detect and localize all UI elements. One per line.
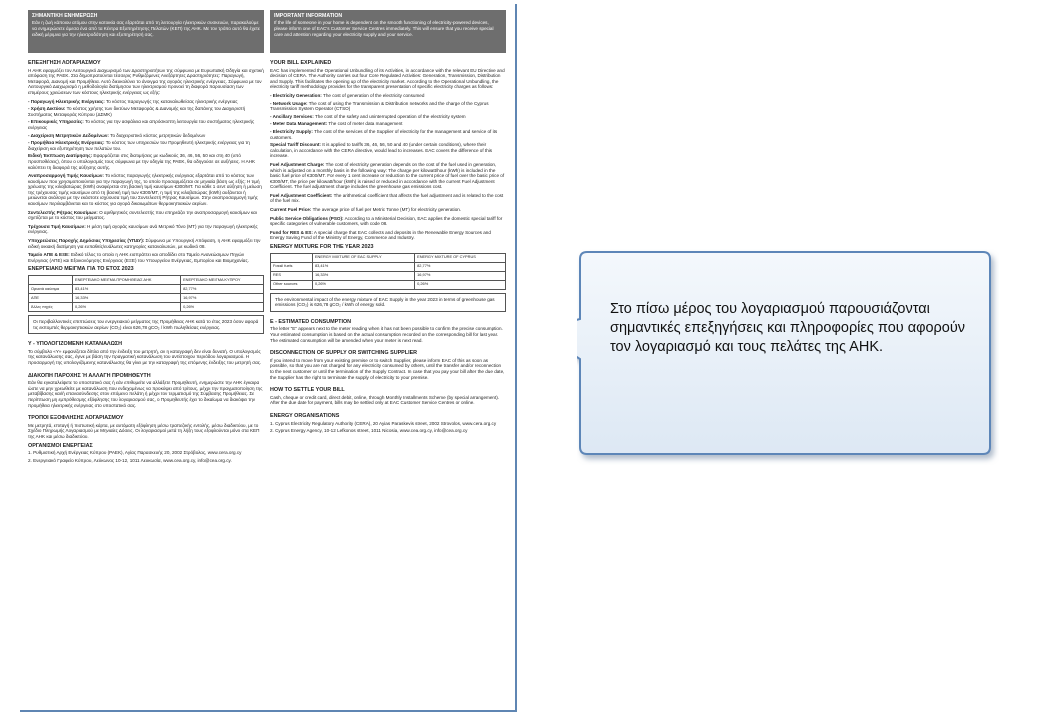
list-item: - Meter Data Management: The cost of meter data management — [270, 121, 403, 127]
explained-intro-en: EAC has implemented the Operational Unbundling of its Activities, in accordance with the relevant EU Directive and decision of CERA. The Authority carries out four Core Regulated Activities: Generation, Transmission, Distribution and Supply. This facilitates the opening up of the electricity market. According to the Operational Unbundling, the electricity tariff methodology provides for the transparent presentation of specific electricity charges as follows: — [270, 67, 505, 90]
list-item: - Επικουρικές Υπηρεσίες: Το κόστος για την ασφάλεια και απρόσκοπτη λειτουργία του συστήματος ηλεκτρικής ενέργειας — [28, 119, 255, 130]
mixture-title-gr: ΕΝΕΡΓΕΙΑΚΟ ΜΕΙΓΜΑ ΓΙΑ ΤΟ ΕΤΟΣ 2023 — [28, 266, 134, 273]
explained-intro-gr: Η ΑΗΚ εφαρμόζει τον Λειτουργικό Διαχωρισμό των Δραστηριοτήτων της σύμφωνα με Ευρωπαϊκή Οδηγία και σχετική απόφαση της ΡΑΕΚ. Στα δημοπρατούνται τέσσερις Ρυθμιζόμενες Ανεξάρτητες Δραστηριότητες: Παραγωγή, Μεταφορά, Διανομή και Προμήθεια. Αυτό διευκολύνει το άνοιγμα της αγοράς ηλεκτρικής ενέργειας. Σύμφωνα με τον Λειτουργικό Διαχωρισμό η μεθοδολογία διατίμησου των ηλεκτρισμού προνοεί τη διαφορά παρουσίαση των επιμέρους χρεώσεων των κόστους ηλεκτρικής ενέργειας ως εξής: — [28, 67, 264, 95]
list-item: - Ancillary Services: The cost of the safety and uninterrupted operation of the electricity system — [270, 113, 466, 119]
mixture-table-en — [270, 253, 506, 290]
paragraph: Fuel Adjustment Coefficient: The arithmetical coefficient that affects the fuel adjustment and is related to the cost of the fuel mix. — [270, 192, 504, 204]
explained-section-gr — [28, 60, 264, 151]
table-row: ΑΠΕ 16,33% 16,97% — [29, 294, 264, 303]
important-title-gr: ΣΗΜΑΝΤΙΚΗ ΕΝΗΜΕΡΩΣΗ — [32, 13, 98, 19]
section-en: E - ESTIMATED CONSUMPTION The letter "E" appears next to the meter reading when it has not been possible to confirm the precise consumption. Your estimated consumption is based on the actual consumption recorded on the corresponding bill for last year. The estimated consumption will be amended when your meter is next read. — [270, 318, 503, 343]
english-column — [270, 10, 506, 436]
paragraph: Τρέχουσα Τιμή Καυσίμων: Η μέση τιμή αγοράς καυσίμων ανά Μετρικό Τόνο (ΜΤ) για την παραγωγή ηλεκτρικής ενέργειας. — [28, 223, 258, 235]
mixture-note-en: The environmental impact of the energy mixture of EAC Supply in the year 2023 in terms of greenhouse gas emissions (CO₂) is 626,78 gCO₂ / kWh of energy sold. — [270, 293, 506, 312]
section-gr: Y - ΥΠΟΛΟΓΙΖΟΜΕΝΗ ΚΑΤΑΝΑΛΩΣΗ Το σύμβολο «Υ» εμφανίζεται δίπλα από την ένδειξη του μετρητή, αν η καταγραφή δεν είναι δυνατή. Ο υπολογισμός της κατανάλωσης σας, έγινε με βάση την πραγματική κατανάλωση του αντίστοιχου περιόδου λογαριασμού. Η προσαρμογή της υπολογιζόμενης κατανάλωσης θα γίνει με την καταγραφή της επόμενης ένδειξης του μετρητή σας. — [28, 341, 262, 365]
list-item: 1. Ρυθμιστική Αρχή Ενέργειας Κύπρου (ΡΑΕΚ), Αγίας Παρασκευής 20, 2002 Στρόβολος, www.cera.org.cy — [28, 450, 242, 456]
paragraph: Public Service Obligations (PSO): According to a Ministerial Decision, EAC applies the domestic special tariff for specific categories of vulnerable customers, with code 08. — [270, 215, 503, 227]
paragraph: Ταμείο ΑΠΕ & ΕΞΕ: Ειδικό τέλος το οποίο η ΑΗΚ εισπράττει και αποδίδει στο Ταμείο Ανανεώσιμων Πηγών Ενέργειας (ΑΠΕ) και Εξοικονόμησης Ενέργειας (ΕΞΕ) του Υπουργείου Ενέργειας, Εμπορίου και Βιομηχανίας. — [28, 252, 249, 263]
list-item: 1. Cyprus Electricity Regulatory Authority (CERA), 20 Ayias Paraskevis street, 2002 Strovolos, www.cera.org.cy — [270, 420, 497, 426]
callout-bubble — [577, 249, 999, 465]
table-row: Ορυκτά καύσιμα 83,41% 82,77% — [29, 285, 264, 294]
explained-title-gr: ΕΠΕΞΗΓΗΣΗ ΛΟΓΑΡΙΑΣΜΟΥ — [28, 60, 101, 66]
important-box-gr — [28, 10, 264, 53]
paragraph: Special Tariff Discount: It is applied to tariffs 36, 46, 56, 50 and 40 (under certain conditions), where their calculation, in accordance with the CERA directive, would lead to increases. EAC covers the difference of this increase. — [270, 142, 493, 159]
list-item: - Χρήση Δικτύου: Το κόστος χρήσης των δικτύων Μεταφοράς & Διανομής και της δαπάνης του Διαχειριστή Συστήματος Μεταφοράς Κύπρου (ΔΣΜΚ) — [28, 106, 246, 117]
list-item: - Διαχείριση Μετρητικών Δεδομένων: Το διαχειριστικό κόστος μετρητικών δεδομένων — [28, 132, 206, 138]
important-text-en: If the life of someone in your home is dependent on the smooth functioning of electricity-powered devices, please inform one of EAC's Customer Service Centres immediately. This will ensure that you receive special care and attention regarding your electricity supply and your service. — [274, 20, 494, 37]
important-text-gr: Εάν η ζωή κάποιου ατόμου στην κατοικία σας εξαρτάται από τη λειτουργία ηλεκτρικών συσκευών, παρακαλούμε να ενημερώσετε άμεσα ένα από τα Κέντρα Εξυπηρέτησης Πελατών (ΚΕΠ) της ΑΗΚ. Με τον τρόπο αυτό θα έχετε ειδική μέριμνα για την ηλεκτροδότηση και εξυπηρέτησή σας. — [32, 20, 260, 37]
paragraph: Συντελεστής Ρήτρας Καυσίμων: Ο αριθμητικός συντελεστής που επηρεάζει την αναπροσαρμογή καυσίμων και σχετίζεται με το κόστος του μείγματος. — [28, 209, 257, 221]
section-gr: ΤΡΟΠΟΙ ΕΞΟΦΛΗΣΗΣ ΛΟΓΑΡΙΑΣΜΟΥ Με μετρητά, επιταγή ή πιστωτική κάρτα, με αυτόματη εξόφληση μέσω τραπεζικής εντολής, μέσω διαδικτύου, με το Σχέδιο Πληρωμής Λογαριασμού με Μηνιαίες Δόσεις. Οι λογαριασμοί μετά τη λήξη τους εξοφλούνται μόνο στα ΚΕΠ της ΑΗΚ και μέσω διαδικτύου. — [28, 415, 260, 439]
list-item: - Electricity Generation: The cost of generation of the electricity consumed — [270, 92, 425, 98]
section-en: HOW TO SETTLE YOUR BILL Cash, cheque or credit card, direct debit, online, through Monthly Installments Scheme (by special arrangement). After the due date for payment, bills may be settled only at EAC Customer Service Centres or online. — [270, 387, 500, 406]
greek-column — [28, 10, 264, 465]
list-item: 2. Cyprus Energy Agency, 10-12 Lefkonos street, 1011 Nicosia, www.cea.org.cy, info@cea.org.cy — [270, 428, 468, 434]
callout-text: Στο πίσω μέρος του λογαριασμού παρουσιάζονται σημαντικές επεξηγήσεις και πληροφορίες που αφορούν τον λογαριασμό και τους πελάτες της ΑΗΚ. — [610, 301, 966, 355]
organisations-en: ENERGY ORGANISATIONS 1. Cyprus Electricity Regulatory Authority (CERA), 20 Ayias Paraskevis street, 2002 Strovolos, www.cera.org.cy 2. Cyprus Energy Agency, 10-12 Lefkonos street, 1011 Nicosia, www.cea.org.cy, info@cea.org.cy — [270, 413, 506, 434]
paragraph: Current Fuel Price: The average price of fuel per Metric Tonne (MT) for electricity generation. — [270, 207, 462, 213]
important-title-en: IMPORTANT INFORMATION — [274, 13, 343, 19]
mixture-note-gr: Οι περιβαλλοντικές επιπτώσεις του ενεργειακού μείγματος της Προμήθειας ΑΗΚ κατά το έτος 2023 όσον αφορά τις εκπομπές θερμοκηπιακών αερίων (CO₂) είναι 626,78 gCO₂ / kWh πωληθείσας ενέργειας. — [28, 315, 264, 334]
explained-section-en — [270, 60, 506, 140]
table-row: RES 16,33% 16,97% — [271, 271, 506, 280]
section-gr: ΔΙΑΚΟΠΗ ΠΑΡΟΧΗΣ Ή ΑΛΛΑΓΗ ΠΡΟΜΗΘΕΥΤΗ Εάν θα εγκαταλείψετε το υποστατικό σας ή εάν επιθυμείτε να αλλάξετε Προμηθευτή, ενημερώστε την ΑΗΚ έγκαιρα ώστε να μην χρεωθείτε με κατανάλωση που ενδεχομένως να προκύψει από τρίτους, μέχρι την πραγματοποίηση της μεταβίβασης και/ή επανασύνδεσης στον επόμενο πελάτη ή μέχρι τον τερματισμό της Σύμβασης Προμήθειας. Σε περίπτωση μη εμπρόθεσμης εξόφλησης του λογαριασμού σας, ο Προμηθευτής έχει το δικαίωμα να διακόψει την προμήθεια ηλεκτρικής ενέργειας στο υποστατικό σας. — [28, 372, 263, 408]
table-header-row: ENERGY MIXTURE OF EAC SUPPLY ENERGY MIXTURE OF CYPRUS — [271, 253, 506, 262]
list-item: 2. Ενεργειακό Γραφείο Κύπρου, Λεύκωνος 10-12, 1011 Λευκωσία, www.cea.org.cy, info@cea.org.cy. — [28, 457, 232, 463]
bill-back-page — [20, 4, 517, 712]
table-row: Other sources 0,26% 0,26% — [271, 280, 506, 289]
important-box-en — [270, 10, 506, 53]
paragraph: Ειδική Έκπτωση Διατίμησης: Εφαρμόζεται στις διατιμήσεις με κωδικούς 36, 46, 56, 50 και στη 40 (υπό προϋποθέσεις), όπου ο υπολογισμός τους σύμφωνα με την οδηγία της ΡΑΕΚ, θα οδηγούσε σε αυξήσεις. Η ΑΗΚ καλύπτει τη διαφορά της αύξησης αυτής. — [28, 153, 256, 170]
section-en: DISCONNECTION OF SUPPLY OR SWITCHING SUPPLIER If you intend to move from your existing premise or to switch Supplier, please inform EAC of this as soon as possible, so that you are not charged for any electricity consumed by others, until the transfer and/or reconnection to the next customer or until the termination of the Supply Contract. In case that you pay your bill after the due date, the Supplier has the right to terminate the supply of electricity to your premise. — [270, 350, 505, 380]
paragraph: Αναπροσαρμογή Τιμής Καυσίμων: Το κόστος παραγωγής ηλεκτρικής ενέργειας εξαρτάται από το κόστος των καυσίμων που χρησιμοποιούνται για την παραγωγή της, το οποίο προσαρμόζεται σε μηνιαία βάση ως εξής: Η τιμή χρέωσης της κιλοβατώρας (kWh) αναφέρεται στη βασική τιμή καυσίμων €300/ΜΤ. Για κάθε 1 σεντ αύξηση ή μείωση της τρέχουσας τιμής καυσίμων από τη βασική τιμή των €300/ΜΤ, η τιμή της κιλοβατώρας (kWh) αυξάνεται ή μειώνεται ανάλογα με την εκάστοτε ισχύουσα τιμή του Συντελεστή Ρήτρας Καυσίμων. Στην αναπροσαρμογή τιμής καυσίμων περιλαμβάνεται και το κόστος για αγορά δικαιωμάτων θερμοκηπιακών αερίων. — [28, 173, 262, 207]
callout-shape — [577, 249, 999, 465]
paragraph: Fuel Adjustment Charge: The cost of electricity generation depends on the cost of the fuel used in generation, which is adjusted on a monthly basis in the following way: The charge per kilowatt/hour (kWh) is included in the basic fuel price of €300/MT. For every 1 cent increase or reduction to the current price of fuel over the basic price of €300/MT, the price per kilowatt/hour (kWh) is raised or reduced in accordance with the current Fuel Adjustment Coefficient. The fuel adjustment charge includes the greenhouse gas emissions cost. — [270, 161, 505, 190]
paragraph: Fund for RES & ES: A special charge that EAC collects and deposits in the Renewable Energy Sources and Energy Saving Fund of the Ministry of Energy, Commerce and Industry. — [270, 229, 491, 241]
explained-title-en: YOUR BILL EXPLAINED — [270, 60, 332, 66]
mixture-table-gr — [28, 275, 264, 312]
paragraph: Υποχρεώσεις Παροχής Δημόσιας Υπηρεσίας (ΥΠΔΥ): Σύμφωνα με Υπουργική Απόφαση, η ΑΗΚ εφαρμόζει την ειδική οικιακή διατίμηση για ευπαθείς/ευάλωτες κατηγορίες καταναλωτών, με κωδικό 08. — [28, 238, 261, 249]
list-item: - Παραγωγή Ηλεκτρικής Ενέργειας: Το κόστος παραγωγής της καταναλωθείσας ηλεκτρικής ενέργειας — [28, 98, 238, 104]
table-row: Άλλες πηγές 0,26% 0,26% — [29, 303, 264, 312]
list-item: - Electricity Supply: The cost of the services of the Supplier of electricity for the management and service of its customers. — [270, 128, 498, 140]
mixture-title-en: ENERGY MIXTURE FOR THE YEAR 2023 — [270, 244, 374, 251]
list-item: - Προμήθεια Ηλεκτρικής Ενέργειας: Το κόστος των υπηρεσιών του Προμηθευτή ηλεκτρικής ενέργειας για τη διαχείριση και εξυπηρέτηση των πελατών του. — [28, 140, 250, 151]
list-item: - Network Usage: The cost of using the Transmission & Distribution networks and the charge of the Cyprus Transmission System Operator (CTSO) — [270, 100, 489, 112]
table-header-row: ΕΝΕΡΓΕΙΑΚΟ ΜΕΙΓΜΑ ΠΡΟΜΗΘΕΙΑΣ ΑΗΚ ΕΝΕΡΓΕΙΑΚΟ ΜΕΙΓΜΑ ΚΥΠΡΟΥ — [29, 276, 264, 285]
table-row: Fossil fuels 83,41% 82,77% — [271, 262, 506, 271]
organisations-gr: ΟΡΓΑΝΙΣΜΟΙ ΕΝΕΡΓΕΙΑΣ 1. Ρυθμιστική Αρχή Ενέργειας Κύπρου (ΡΑΕΚ), Αγίας Παρασκευής 20, 2002 Στρόβολος, www.cera.org.cy 2. Ενεργειακό Γραφείο Κύπρου, Λεύκωνος 10-12, 1011 Λευκωσία, www.cea.org.cy, info@cea.org.cy. — [28, 443, 264, 464]
